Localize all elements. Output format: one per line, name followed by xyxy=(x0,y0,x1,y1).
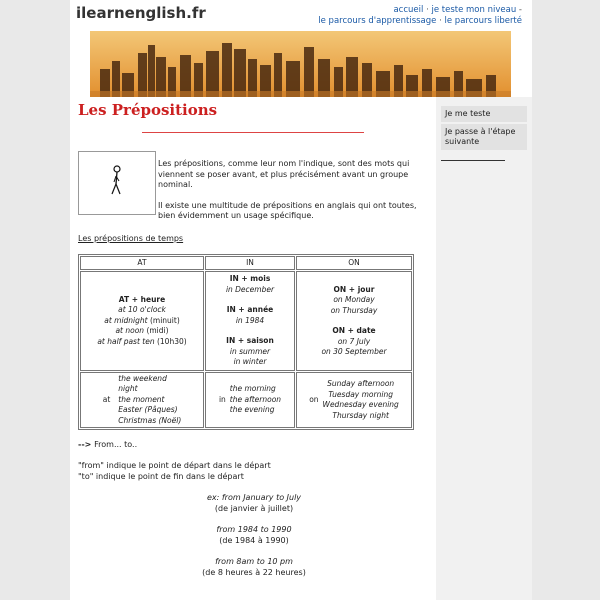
example-1: ex: from January to July (de janvier à juillet) xyxy=(206,493,302,513)
page-container xyxy=(70,0,532,600)
main-content xyxy=(70,97,436,600)
header-in: IN xyxy=(205,256,295,270)
example-3: from 8am to 10 pm (de 8 heures à 22 heures) xyxy=(202,557,306,577)
prepositions-table xyxy=(78,254,414,430)
title-divider xyxy=(142,132,364,133)
nav-link-test-level[interactable]: je teste mon niveau xyxy=(431,5,517,15)
nav-link-accueil[interactable]: accueil xyxy=(393,5,424,15)
cell-on-list: on Sunday afternoon Tuesday morning Wednesday evening Thursday night xyxy=(296,372,412,428)
stick-figure-icon xyxy=(79,152,155,214)
sidebar xyxy=(436,97,532,600)
page-title: Les Prépositions xyxy=(78,101,218,119)
cell-at-rules: AT + heure at 10 o'clock at midnight (minuit) at noon (midi) at half past ten (10h30) xyxy=(80,271,204,371)
section-link-time-prepositions[interactable]: Les prépositions de temps xyxy=(78,234,184,243)
stick-figure-illustration xyxy=(78,151,156,215)
cell-in-list: in the morning the afternoon the evening xyxy=(205,372,295,428)
intro-paragraph-2: Il existe une multitude de prépositions en anglais qui ont toutes, bien évidemment un usage spécifique. xyxy=(158,200,417,220)
intro-text xyxy=(158,159,430,232)
sidebar-item-etape-suivante[interactable]: Je passe à l'étape suivante xyxy=(441,124,527,150)
site-title[interactable]: ilearnenglish.fr xyxy=(76,4,206,22)
skyline-image xyxy=(90,31,511,97)
from-to-heading: --> From... to.. xyxy=(78,440,138,449)
example-2: from 1984 to 1990 (de 1984 à 1990) xyxy=(216,525,292,545)
cell-on-rules: ON + jour on Monday on Thursday ON + date on 7 July on 30 September xyxy=(296,271,412,371)
site-header xyxy=(70,0,532,28)
city-skyline-banner xyxy=(90,31,511,97)
nav-link-parcours-apprentissage[interactable]: le parcours d'apprentissage xyxy=(318,16,437,26)
nav-link-parcours-liberte[interactable]: le parcours liberté xyxy=(444,16,522,26)
header-on: ON xyxy=(296,256,412,270)
sidebar-divider xyxy=(441,160,505,161)
header-at: AT xyxy=(80,256,204,270)
sidebar-item-je-me-teste[interactable]: Je me teste xyxy=(441,106,527,122)
cell-at-list: at the weekend night the moment Easter (Pâques) Christmas (Noël) xyxy=(80,372,204,428)
cell-in-rules: IN + mois in December IN + année in 1984 IN + saison in summer in winter xyxy=(205,271,295,371)
top-navigation: accueil · je teste mon niveau - le parcours d'apprentissage · le parcours liberté xyxy=(318,5,522,26)
intro-paragraph-1: Les prépositions, comme leur nom l'indique, sont des mots qui viennent se poser avant, et plus précisément avant un groupe nominal. xyxy=(158,159,410,189)
from-to-notes: "from" indique le point de départ dans le départ "to" indique le point de fin dans le départ xyxy=(78,461,271,481)
